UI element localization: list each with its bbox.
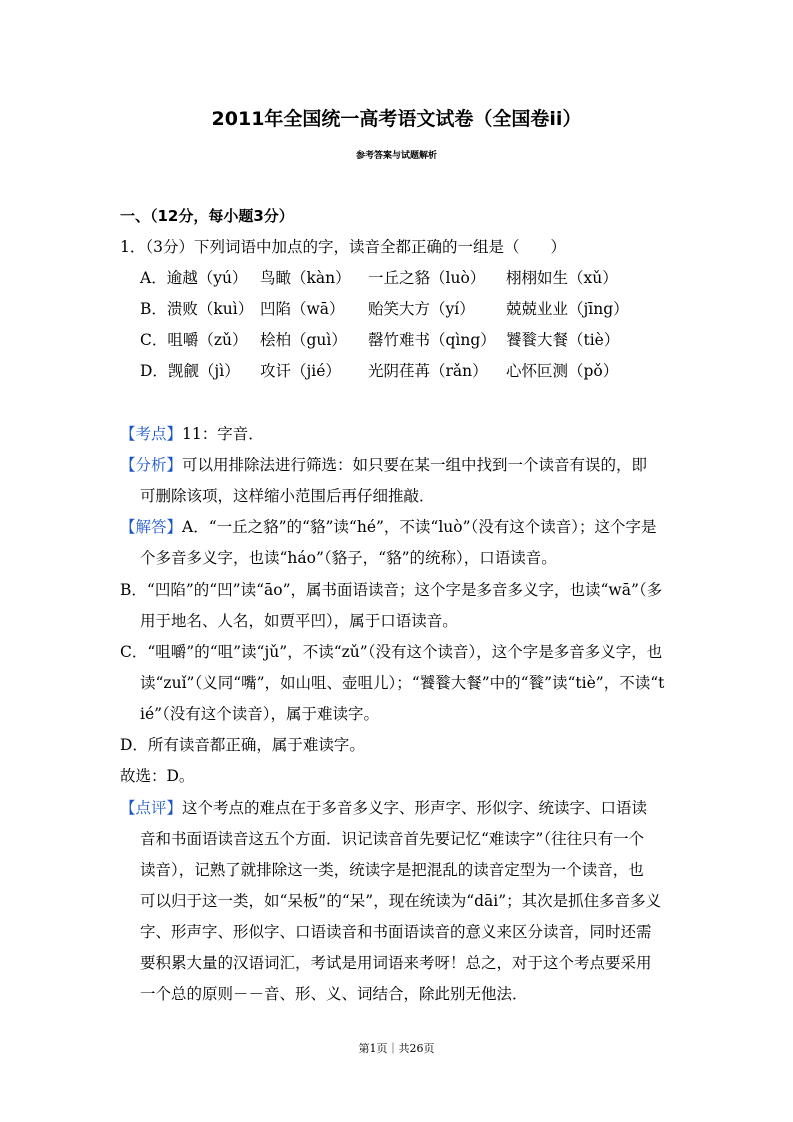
- option-a-3: 一丘之貉（luò）: [368, 269, 486, 287]
- dianping-line-5: 字、形声字、形似字、口语读音和书面语读音的意义来区分读音，同时还需: [140, 923, 652, 941]
- option-d-2: 攻讦（jié）: [260, 362, 341, 380]
- option-c-2: 桧柏（guì）: [260, 331, 347, 349]
- fenxi-line-2: 可删除该项，这样缩小范围后再仔细推敲．: [140, 487, 435, 505]
- kaodian-row: [120, 424, 264, 444]
- option-c-3: 罄竹难书（qìng）: [368, 331, 496, 349]
- option-b-2: 凹陷（wā）: [260, 300, 345, 318]
- jieda-row: [120, 517, 657, 537]
- explain-b-line-1: B．“凹陷”的“凹”读“āo”，属书面语读音；这个字是多音多义字，也读“wā”（多: [120, 581, 663, 599]
- fenxi-row: [120, 455, 647, 475]
- option-d-4: 心怀叵测（pǒ）: [506, 362, 619, 380]
- dianping-line-1: 这个考点的难点在于多音多义字、形声字、形似字、统读字、口语读: [182, 799, 648, 817]
- jieda-tag: 【解答】: [120, 518, 183, 536]
- option-d: [140, 361, 618, 381]
- dianping-line-4: 可以归于这一类，如“呆板”的“呆”，现在统读为“dāi”；其次是抓住多音多义: [140, 892, 662, 910]
- dianping-tag: 【点评】: [120, 799, 183, 817]
- dianping-line-6: 要积累大量的汉语词汇，考试是用词语来考呀！总之，对于这个考点要采用: [140, 954, 652, 972]
- jieda-line-2: 个多音多义字，也读“háo”（貉子，“貉”的统称），口语读音。: [140, 549, 557, 567]
- section-heading: 一、（12分，每小题3分）: [120, 207, 294, 225]
- option-b-3: 贻笑大方（yí）: [368, 300, 475, 318]
- option-c-4: 饕餮大餐（tiè）: [506, 331, 620, 349]
- page-footer: 第1页｜共26页: [358, 1042, 435, 1055]
- question-stem: 1．（3分）下列词语中加点的字，读音全都正确的一组是（ ）: [120, 238, 566, 256]
- explain-b-line-2: 用于地名、人名，如贾平凹），属于口语读音。: [140, 612, 458, 630]
- explain-c-line-2: 读“zuǐ”（义同“嘴”，如山咀、壶咀儿）；“饕餮大餐”中的“餮”读“tiè”，不读“t: [140, 674, 665, 692]
- option-d-3: 光阴荏苒（rǎn）: [368, 362, 488, 380]
- kaodian-tag: 【考点】: [120, 425, 183, 443]
- explain-d: D．所有读音都正确，属于难读字。: [120, 736, 365, 754]
- dianping-line-3: 读音），记熟了就排除这一类，统读字是把混乱的读音定型为一个读音，也: [140, 861, 644, 879]
- option-a-4: 栩栩如生（xǔ）: [506, 269, 618, 287]
- option-a-1: A．逾越（yú）: [140, 269, 248, 287]
- option-b: [140, 299, 629, 319]
- dianping-line-2: 音和书面语读音这五个方面．识记读音首先要记忆“难读字”（往往只有一个: [140, 830, 645, 848]
- answer: 故选：D。: [120, 767, 195, 785]
- kaodian-text: 11：字音．: [182, 425, 264, 443]
- dianping-row: [120, 798, 647, 818]
- option-c: [140, 330, 619, 350]
- option-d-1: D．觊觎（jì）: [140, 362, 240, 380]
- page-title: 2011年全国统一高考语文试卷（全国卷ii）: [211, 108, 582, 130]
- option-a-2: 鸟瞰（kàn）: [260, 269, 351, 287]
- explain-c-line-3: ié”（没有这个读音），属于难读字。: [140, 705, 380, 723]
- option-b-1: B．溃败（kuì）: [140, 300, 254, 318]
- option-c-1: C．咀嚼（zǔ）: [140, 331, 248, 349]
- page-subtitle: 参考答案与试题解析: [355, 151, 437, 161]
- dianping-line-7: 一个总的原则－－音、形、义、词结合，除此别无他法．: [140, 985, 528, 1003]
- jieda-line-1: A．“一丘之貉”的“貉”读“hé”，不读“luò”（没有这个读音）；这个字是: [182, 518, 657, 536]
- option-a: [140, 268, 618, 288]
- option-b-4: 兢兢业业（jīng）: [506, 300, 629, 318]
- explain-c-line-1: C．“咀嚼”的“咀”读“jǔ”，不读“zǔ”（没有这个读音），这个字是多音多义字，也: [120, 643, 663, 661]
- fenxi-line-1: 可以用排除法进行筛选：如只要在某一组中找到一个读音有误的，即: [182, 456, 648, 474]
- fenxi-tag: 【分析】: [120, 456, 183, 474]
